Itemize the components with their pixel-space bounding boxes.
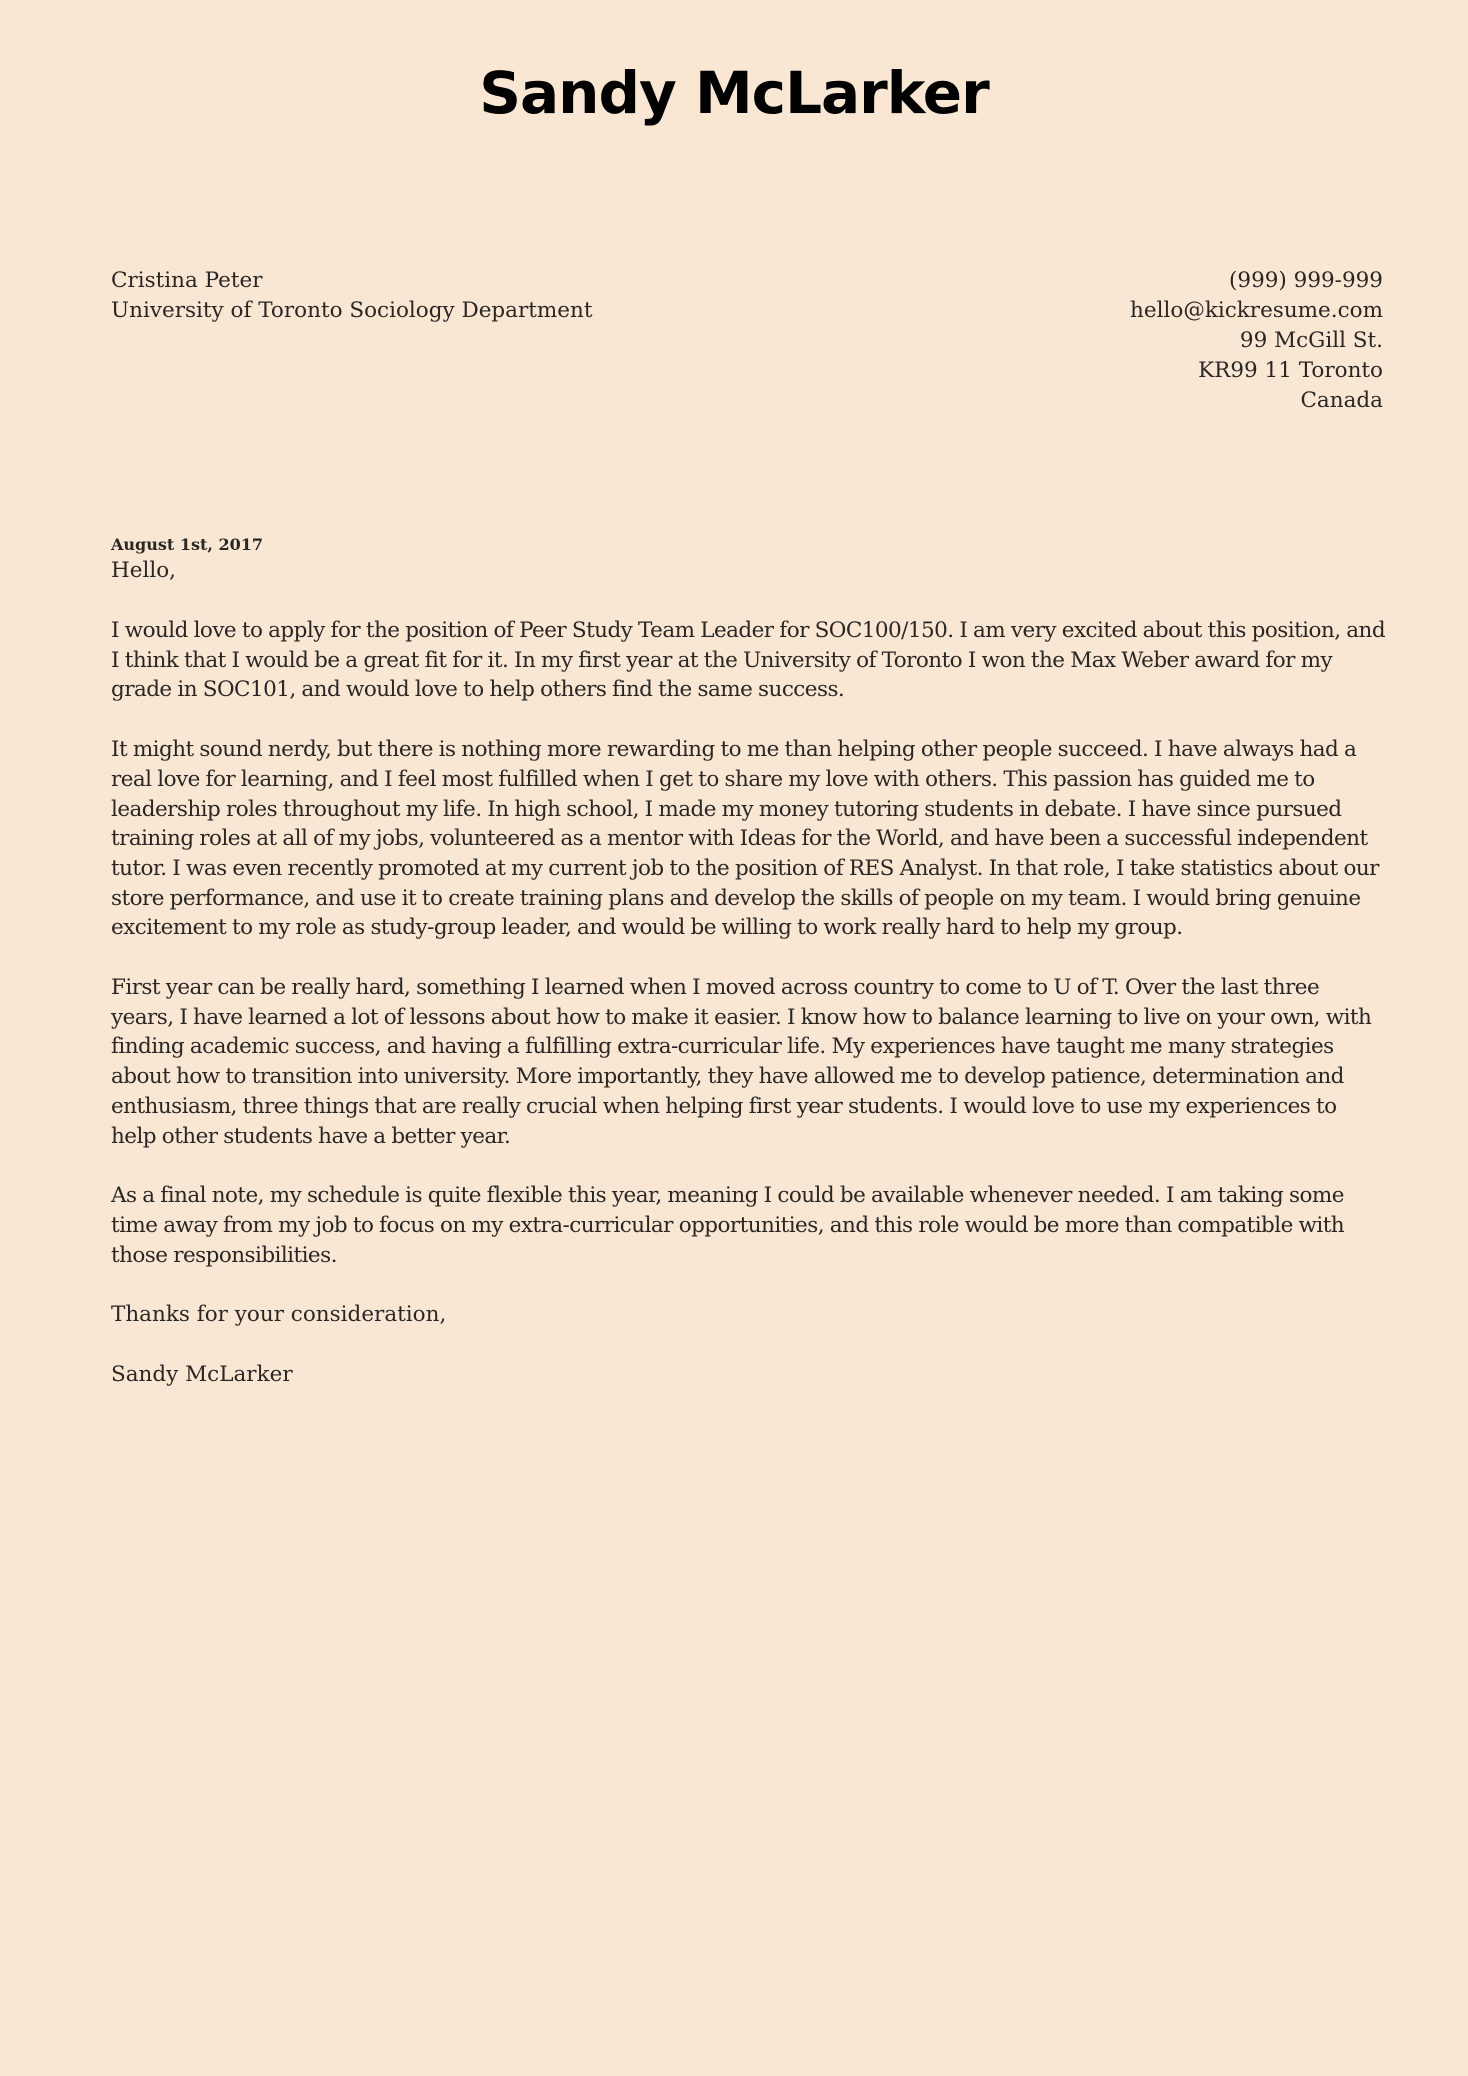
- letter-paragraph: I would love to apply for the position of Peer Study Team Leader for SOC100/150. I am very excited about this position, and I think that I would be a great fit for it. In my first year at the University of Toronto I won the Max Weber award for my grade in SOC101, and would love to help others find the same success.: [111, 618, 1386, 703]
- letter-date: August 1st, 2017: [111, 535, 264, 554]
- letter-paragraph: First year can be really hard, something I learned when I moved across country to come to U of T. Over the last three years, I have learned a lot of lessons about how to make it easier. I know how to balance learning to live on your own, with finding academic success, and having a fulfilling extra-curricular life. My experiences have taught me many strategies about how to transition into university. More importantly, they have allowed me to develop patience, determination and enthusiasm, three things that are really crucial when helping first year students. I would love to use my experiences to help other students have a better year.: [111, 975, 1372, 1149]
- letter-signature: Sandy McLarker: [111, 1362, 293, 1388]
- sender-email: hello@kickresume.com: [1130, 298, 1383, 323]
- recipient-block: [111, 266, 593, 326]
- recipient-organization: University of Toronto Sociology Department: [111, 298, 593, 323]
- recipient-name: Cristina Peter: [111, 268, 263, 293]
- letter-closing: Thanks for your consideration,: [111, 1302, 447, 1328]
- sender-street: 99 McGill St.: [1239, 328, 1383, 353]
- sender-city: KR99 11 Toronto: [1198, 358, 1383, 383]
- letter-paragraph: It might sound nerdy, but there is nothing more rewarding to me than helping other people succeed. I have always had a real love for learning, and I feel most fulfilled when I get to share my love with others. This passion has guided me to leadership roles throughout my life. In high school, I made my money tutoring students in debate. I have since pursued training roles at all of my jobs, volunteered as a mentor with Ideas for the World, and have been a successful independent tutor. I was even recently promoted at my current job to the position of RES Analyst. In that role, I take statistics about our store performance, and use it to create training plans and develop the skills of people on my team. I would bring genuine excitement to my role as study-group leader, and would be willing to work really hard to help my group.: [111, 737, 1379, 941]
- sender-contact-block: [1130, 266, 1383, 416]
- applicant-name-heading: Sandy McLarker: [479, 59, 989, 127]
- letter-body: [111, 534, 1386, 1390]
- letter-paragraph: As a final note, my schedule is quite flexible this year, meaning I could be available whenever needed. I am taking some time away from my job to focus on my extra-curricular opportunities, and this role would be more than compatible with those responsibilities.: [111, 1183, 1345, 1268]
- sender-country: Canada: [1300, 388, 1383, 413]
- letter-greeting: Hello,: [111, 558, 177, 583]
- sender-phone: (999) 999-999: [1229, 268, 1383, 293]
